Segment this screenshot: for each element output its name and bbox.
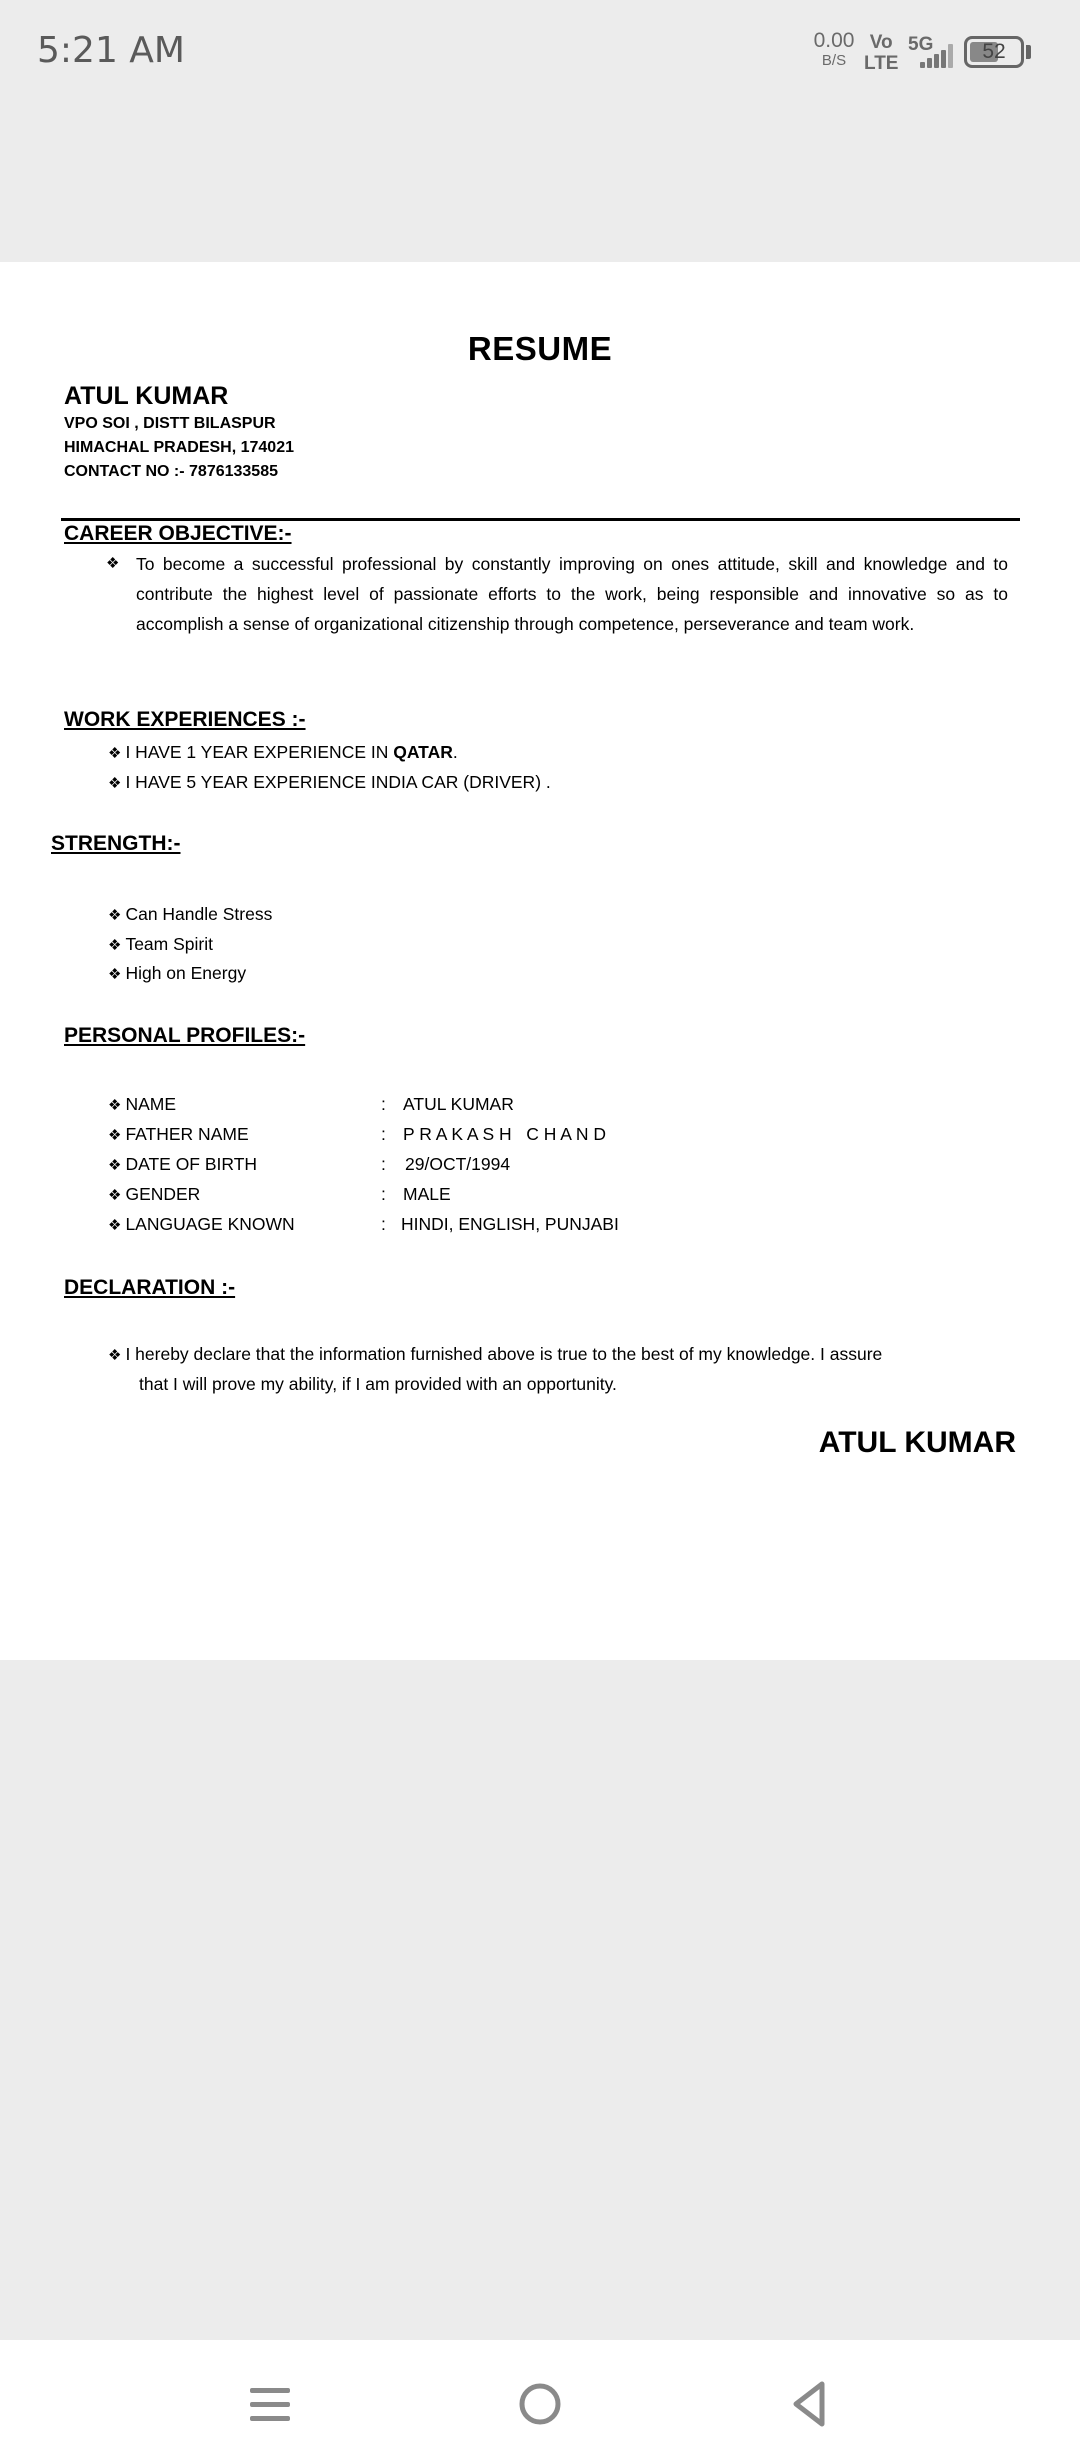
signal-bar	[927, 58, 932, 68]
work-experience-heading: WORK EXPERIENCES :-	[64, 708, 306, 731]
address-line-2: HIMACHAL PRADESH, 174021	[64, 439, 294, 456]
bullet-icon: ❖	[108, 937, 122, 954]
profile-value-father-name: P R A K A S H C H A N D	[403, 1124, 606, 1144]
work-item-country: QATAR	[393, 742, 453, 762]
battery-tip	[1026, 45, 1031, 59]
profile-label	[108, 1094, 176, 1115]
volte-indicator	[864, 32, 898, 74]
bullet-icon: ❖	[108, 907, 122, 924]
profile-colon: :	[381, 1154, 386, 1174]
back-icon[interactable]	[780, 2374, 840, 2434]
bullet-icon: ❖	[108, 1347, 122, 1364]
battery-level: 52	[982, 40, 1006, 63]
profile-value-name: ATUL KUMAR	[403, 1094, 514, 1114]
signal-bar	[934, 54, 939, 68]
volte-bottom: LTE	[864, 53, 899, 74]
profile-label-text: NAME	[125, 1094, 177, 1114]
work-experience-item	[108, 737, 458, 769]
profile-label	[108, 1124, 249, 1145]
profile-label-text: FATHER NAME	[125, 1124, 249, 1144]
divider	[61, 518, 1020, 521]
declaration-line-1	[108, 1339, 882, 1371]
profile-colon: :	[381, 1184, 386, 1204]
profile-label-text: DATE OF BIRTH	[125, 1154, 258, 1174]
bullet-icon: ❖	[108, 745, 122, 762]
strength-text: Team Spirit	[125, 934, 213, 954]
personal-profiles-heading: PERSONAL PROFILES:-	[64, 1024, 306, 1047]
network-speed-value: 0.00	[813, 29, 855, 52]
contact-number: CONTACT NO :- 7876133585	[64, 463, 278, 480]
status-bar	[0, 0, 1080, 110]
strength-heading: STRENGTH:-	[51, 832, 181, 855]
profile-label	[108, 1184, 200, 1205]
address-line-1: VPO SOI , DISTT BILASPUR	[64, 415, 276, 432]
signal-icon	[906, 34, 956, 72]
bullet-icon: ❖	[108, 1187, 122, 1204]
bullet-icon: ❖	[108, 1127, 122, 1144]
profile-colon: :	[381, 1094, 386, 1114]
volte-top: Vo	[869, 32, 893, 53]
work-experience-item	[108, 767, 551, 799]
strength-text: Can Handle Stress	[125, 904, 273, 924]
bullet-icon: ❖	[108, 966, 122, 983]
signature-name: ATUL KUMAR	[818, 1426, 1016, 1459]
career-objective-body: To become a successful professional by constantly improving on ones attitude, skill and knowledge and to contribute the highest level of passionate efforts to the work, being responsible and innovative so as to accomplish a sense of organizational citizenship through competence, perseverance and team work.	[136, 554, 1008, 634]
bullet-icon: ❖	[108, 1157, 122, 1174]
declaration-line-2: that I will prove my ability, if I am provided with an opportunity.	[139, 1374, 617, 1394]
status-time: 5:21 AM	[37, 30, 185, 71]
network-speed	[806, 30, 862, 70]
document-page[interactable]	[0, 262, 1080, 1660]
menu-icon[interactable]	[240, 2374, 300, 2434]
profile-label	[108, 1154, 257, 1175]
bullet-icon: ❖	[108, 775, 122, 792]
profile-label-text: GENDER	[125, 1184, 201, 1204]
profile-value-dob: 29/OCT/1994	[405, 1154, 511, 1174]
document-title: RESUME	[467, 330, 613, 367]
profile-label-text: LANGUAGE KNOWN	[125, 1214, 295, 1234]
network-speed-unit: B/S	[821, 52, 847, 69]
strength-text: High on Energy	[125, 963, 247, 983]
signal-bar	[920, 62, 925, 68]
declaration-text: I hereby declare that the information furnished above is true to the best of my knowledge. I assure	[125, 1344, 883, 1364]
network-type: 5G	[908, 34, 934, 55]
bullet-icon: ❖	[108, 1097, 122, 1114]
bullet-icon: ❖	[106, 555, 120, 572]
strength-item	[108, 929, 213, 961]
career-objective-heading: CAREER OBJECTIVE:-	[64, 522, 292, 545]
career-objective-text	[106, 549, 1008, 639]
profile-colon: :	[381, 1124, 386, 1144]
applicant-name: ATUL KUMAR	[64, 382, 229, 410]
work-item-suffix: .	[452, 742, 458, 762]
declaration-heading: DECLARATION :-	[64, 1276, 236, 1299]
profile-label	[108, 1214, 295, 1235]
signal-bar	[941, 50, 946, 68]
profile-colon: :	[381, 1214, 386, 1234]
signal-bar	[948, 44, 953, 68]
work-item-text: I HAVE 1 YEAR EXPERIENCE IN	[125, 742, 394, 762]
strength-item	[108, 899, 272, 931]
battery-icon	[964, 36, 1024, 68]
profile-value-gender: MALE	[403, 1184, 451, 1204]
work-item-text: I HAVE 5 YEAR EXPERIENCE INDIA CAR (DRIVER) .	[125, 772, 551, 792]
bullet-icon: ❖	[108, 1217, 122, 1234]
strength-item	[108, 958, 246, 990]
profile-value-languages: HINDI, ENGLISH, PUNJABI	[401, 1214, 619, 1234]
navigation-bar	[0, 2340, 1080, 2460]
home-icon[interactable]	[510, 2374, 570, 2434]
